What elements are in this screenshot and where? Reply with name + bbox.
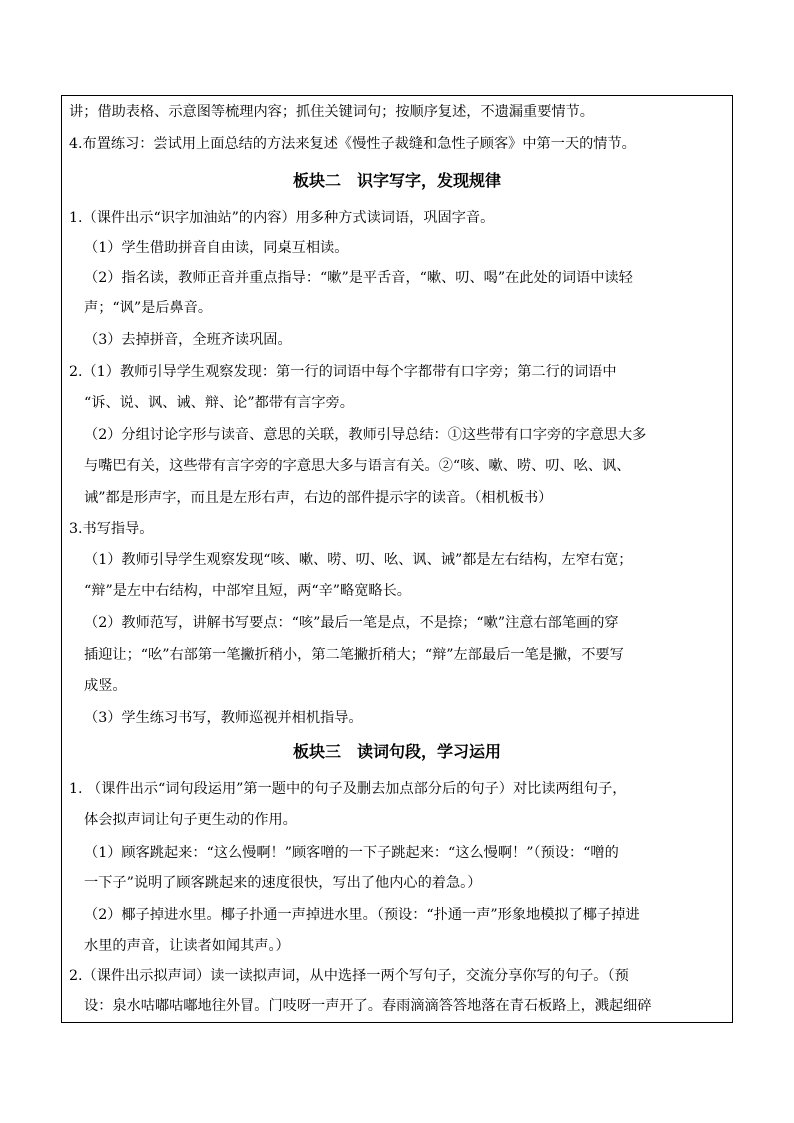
text-line: （1）教师引导学生观察发现“咳、嗽、唠、叨、吆、讽、诫”都是左右结构，左窄右宽； <box>84 552 633 568</box>
text-line: 水里的声音，让读者如闻其声。） <box>84 938 290 954</box>
text-line: “诉、说、讽、诫、辩、论”都带有言字旁。 <box>84 395 354 411</box>
text-line: （3）学生练习书写，教师巡视并相机指导。 <box>84 710 363 726</box>
text-line: 1.（课件出示“识字加油站”的内容）用多种方式读词语，巩固字音。 <box>69 210 495 226</box>
text-line: 一下子”说明了顾客跳起来的速度很快，写出了他内心的着急。） <box>84 875 482 891</box>
text-line: 设：泉水咕嘟咕嘟地往外冒。门吱呀一声开了。春雨滴滴答答地落在青石板路上，溅起细碎 <box>84 998 652 1014</box>
text-line: 2.（1）教师引导学生观察发现：第一行的词语中每个字都带有口字旁；第二行的词语中 <box>69 364 617 380</box>
text-line: 2.（课件出示拟声词）读一读拟声词，从中选择一两个写句子，交流分享你写的句子。（预 <box>69 968 629 984</box>
text-line: 4.布置练习：尝试用上面总结的方法来复述《慢性子裁缝和急性子顾客》中第一天的情节。 <box>69 136 636 152</box>
text-line: 3.书写指导。 <box>69 521 154 537</box>
text-line: 诫”都是形声字，而且是左形右声，右边的部件提示字的读音。（相机板书） <box>84 490 553 506</box>
text-line: 体会拟声词让句子更生动的作用。 <box>84 812 297 828</box>
text-line: （3）去掉拼音，全班齐读巩固。 <box>84 332 292 348</box>
text-line: 成竖。 <box>84 678 127 694</box>
text-line: （2）分组讨论字形与读音、意思的关联，教师引导总结：①这些带有口字旁的字意思大多 <box>84 427 647 443</box>
text-line: （1）顾客跳起来：“这么慢啊！”顾客噌的一下子跳起来：“这么慢啊！”（预设：“噌的 <box>84 845 619 861</box>
section-heading-2: 板块二 识字写字，发现规律 <box>292 171 501 190</box>
text-line: “辩”是左中右结构，中部窄且短，两“辛”略宽略长。 <box>84 583 411 599</box>
text-line: （1）学生借助拼音自由读，同桌互相读。 <box>84 240 349 256</box>
text-line: 与嘴巴有关，这些带有言字旁的字意思大多与语言有关。②“咳、嗽、唠、叨、吆、讽、 <box>84 458 631 474</box>
text-line: 声；“讽”是后鼻音。 <box>84 300 213 316</box>
text-line: （2）指名读，教师正音并重点指导：“嗽”是平舌音，“嗽、叨、喝”在此处的词语中读轻 <box>84 270 633 286</box>
text-line: （2）椰子掉进水里。椰子扑通一声掉进水里。（预设：“扑通一声”形象地模拟了椰子掉进 <box>84 907 640 923</box>
text-line: 讲；借助表格、示意图等梳理内容；抓住关键词句；按顺序复述，不遗漏重要情节。 <box>69 104 594 120</box>
text-line: 1. （课件出示“词句段运用”第一题中的句子及删去加点部分后的句子）对比读两组句子， <box>69 781 627 797</box>
text-line: （2）教师范写，讲解书写要点：“咳”最后一笔是点，不是捺；“嗽”注意右部笔画的穿 <box>84 615 619 631</box>
text-line: 插迎让；“吆”右部第一笔撇折稍小，第二笔撇折稍大；“辩”左部最后一笔是撇，不要写 <box>84 647 624 663</box>
section-heading-3: 板块三 读词句段，学习运用 <box>292 742 501 761</box>
